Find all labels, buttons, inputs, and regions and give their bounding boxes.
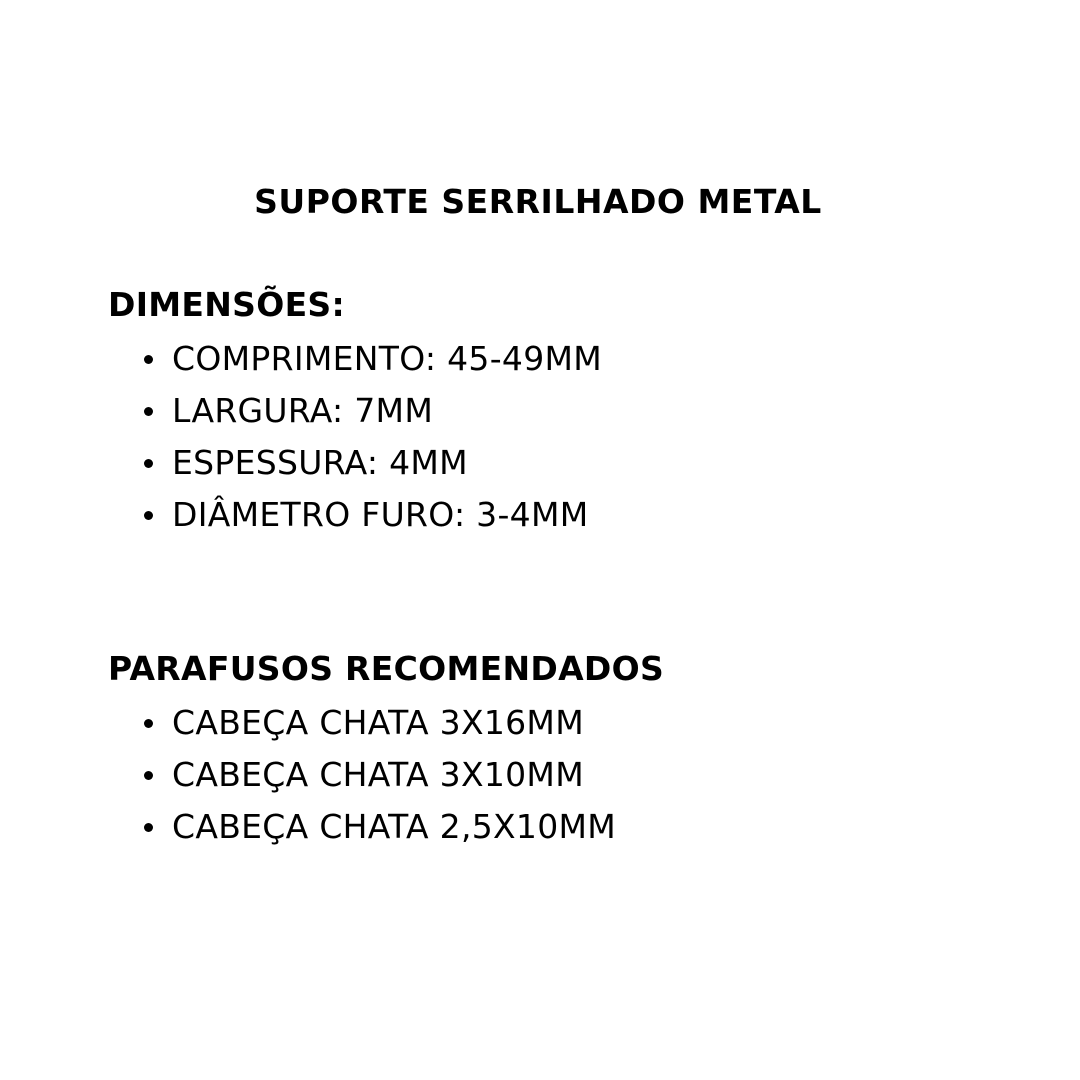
list-item xyxy=(108,385,1008,437)
dimensions-list xyxy=(108,333,1008,541)
list-item xyxy=(108,697,1008,749)
bullet-icon xyxy=(144,407,153,416)
bullet-icon xyxy=(144,771,153,780)
bullet-icon xyxy=(144,355,153,364)
screws-heading: PARAFUSOS RECOMENDADOS xyxy=(108,649,665,688)
screws-list xyxy=(108,697,1008,853)
list-item-text: COMPRIMENTO: 45-49MM xyxy=(172,339,603,378)
bullet-icon xyxy=(144,823,153,832)
dimensions-heading: DIMENSÕES: xyxy=(108,285,345,324)
list-item-text: CABEÇA CHATA 2,5X10MM xyxy=(172,807,617,846)
list-item-text: CABEÇA CHATA 3X16MM xyxy=(172,703,584,742)
list-item-text: ESPESSURA: 4MM xyxy=(172,443,468,482)
bullet-icon xyxy=(144,511,153,520)
bullet-icon xyxy=(144,459,153,468)
list-item xyxy=(108,437,1008,489)
dimensions-section xyxy=(108,281,1008,541)
list-item xyxy=(108,801,1008,853)
screws-section xyxy=(108,645,1008,853)
list-item xyxy=(108,333,1008,385)
page-title: SUPORTE SERRILHADO METAL xyxy=(254,182,822,221)
list-item-text: LARGURA: 7MM xyxy=(172,391,434,430)
list-item xyxy=(108,749,1008,801)
list-item-text: DIÂMETRO FURO: 3-4MM xyxy=(172,495,589,534)
list-item xyxy=(108,489,1008,541)
bullet-icon xyxy=(144,719,153,728)
list-item-text: CABEÇA CHATA 3X10MM xyxy=(172,755,584,794)
